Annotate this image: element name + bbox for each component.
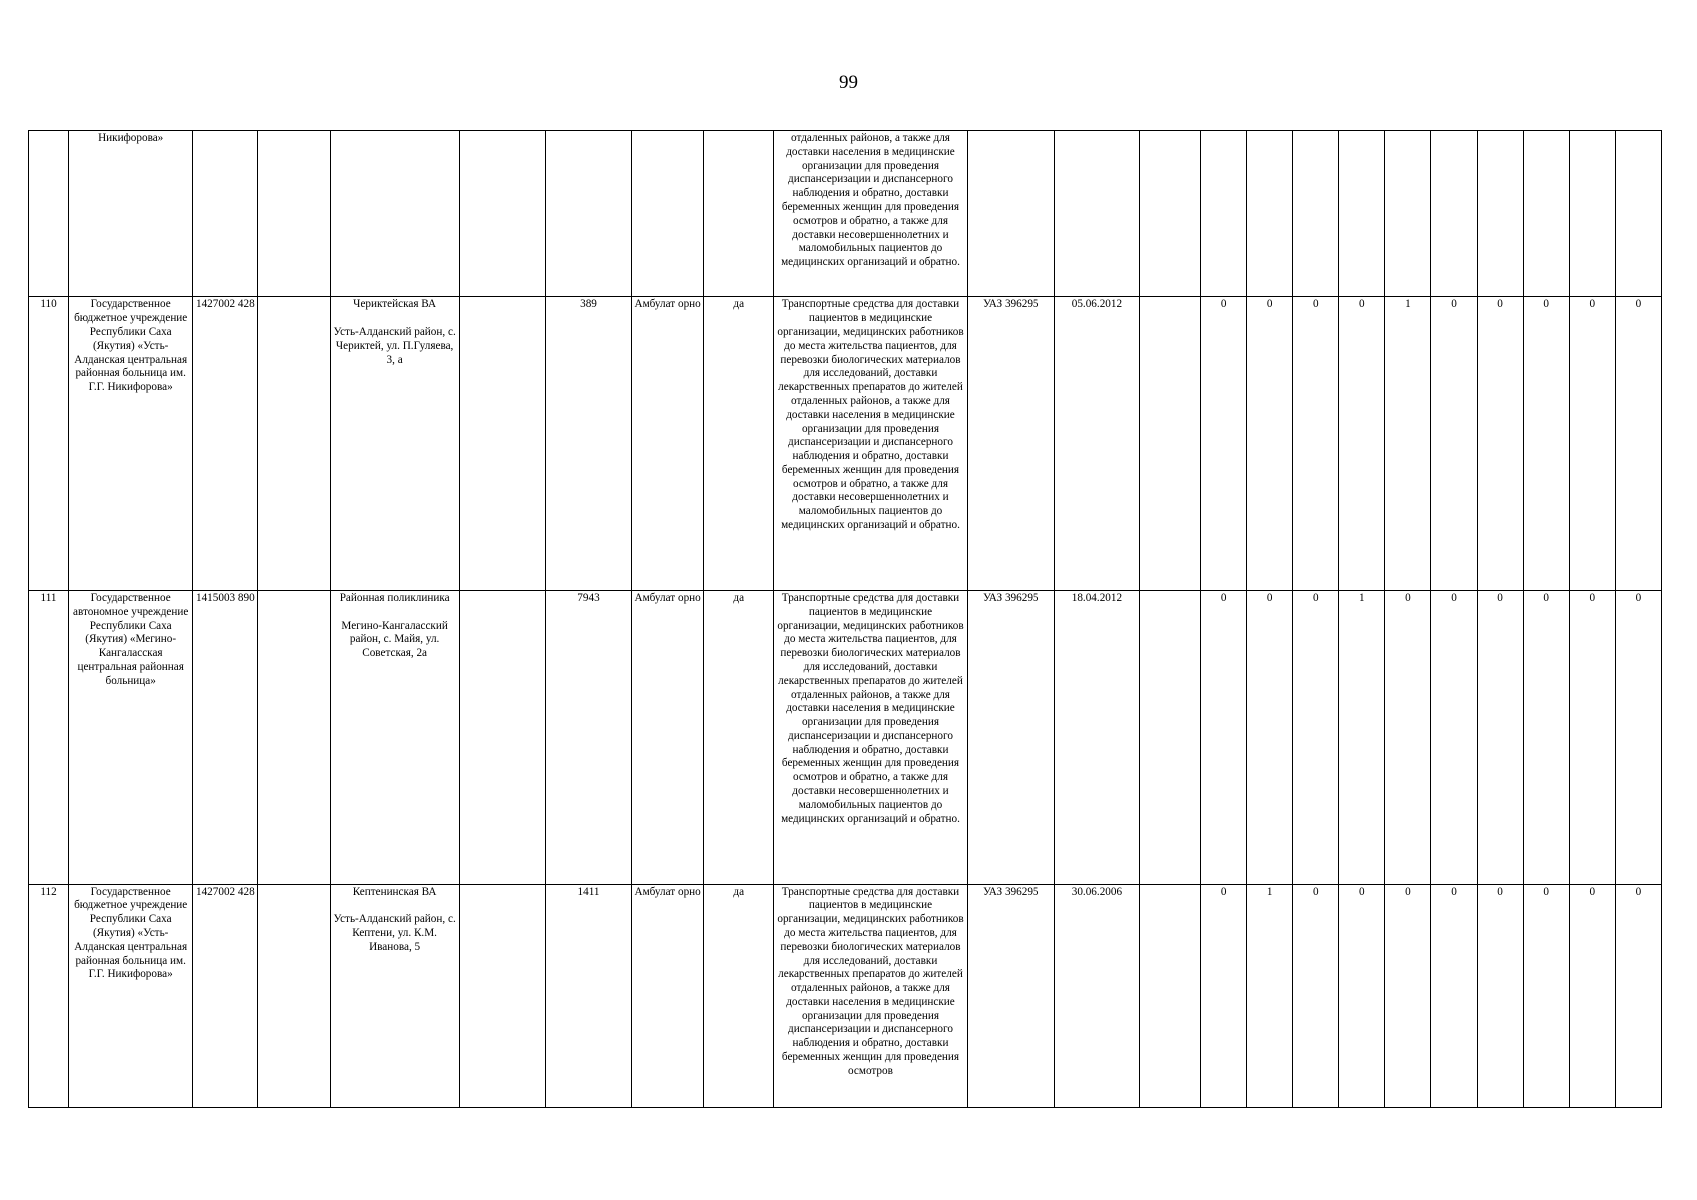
count-cell: 0 <box>1523 590 1569 884</box>
count-cell: 0 <box>1615 297 1661 591</box>
care-type-cell: Амбулат орно <box>632 297 704 591</box>
location-address: Усть-Алданский район, с. Кептени, ул. К.М. Иванова, 5 <box>333 913 456 953</box>
empty-cell <box>258 884 330 1107</box>
count-cell: 0 <box>1339 297 1385 591</box>
count-cell: 0 <box>1293 590 1339 884</box>
count-cell: 0 <box>1477 297 1523 591</box>
count-cell: 0 <box>1569 590 1615 884</box>
vehicle-model-cell <box>967 131 1054 297</box>
count-cell <box>1385 131 1431 297</box>
count-cell <box>1247 131 1293 297</box>
count-cell <box>1523 131 1569 297</box>
row-number: 112 <box>29 884 69 1107</box>
care-type-cell: Амбулат орно <box>632 590 704 884</box>
empty-cell <box>258 131 330 297</box>
purpose-cell: Транспортные средства для доставки пациентов в медицинские организации, медицинских работников до места жительства пациентов, для перевозки биологических материалов для исследований, доставки лекарственных препаратов до жителей отдаленных районов, а также для доставки населения в медицинские организации для проведения диспансеризации и диспансерного наблюдения и обратно, доставки беременных женщин для проведения осмотров <box>774 884 967 1107</box>
empty-cell <box>1139 131 1200 297</box>
row-number: 110 <box>29 297 69 591</box>
flag-cell <box>704 131 774 297</box>
date-cell <box>1054 131 1139 297</box>
date-cell: 05.06.2012 <box>1054 297 1139 591</box>
empty-cell <box>1139 297 1200 591</box>
count-cell: 1 <box>1385 297 1431 591</box>
date-cell: 18.04.2012 <box>1054 590 1139 884</box>
table-row <box>29 884 1662 1107</box>
count-cell: 0 <box>1431 884 1477 1107</box>
location-address: Мегино-Кангаласский район, с. Майя, ул. Советская, 2а <box>341 619 448 660</box>
purpose-cell: Транспортные средства для доставки пациентов в медицинские организации, медицинских работников до места жительства пациентов, для перевозки биологических материалов для исследований, доставки лекарственных препаратов до жителей отдаленных районов, а также для доставки населения в медицинские организации для проведения диспансеризации и диспансерного наблюдения и обратно, доставки беременных женщин для проведения осмотров и обратно, а также для доставки несовершеннолетних и маломобильных пациентов до медицинских организаций и обратно. <box>774 590 967 884</box>
count-cell: 0 <box>1339 884 1385 1107</box>
table-row <box>29 131 1662 297</box>
row-number: 111 <box>29 590 69 884</box>
location-cell <box>330 590 459 884</box>
population-cell: 7943 <box>545 590 631 884</box>
count-cell: 0 <box>1477 884 1523 1107</box>
count-cell: 0 <box>1293 884 1339 1107</box>
empty-cell <box>459 131 545 297</box>
location-name: Районная поликлиника <box>339 591 450 604</box>
care-type-cell: Амбулат орно <box>632 884 704 1107</box>
flag-cell: да <box>704 884 774 1107</box>
location-cell <box>330 297 459 591</box>
population-cell: 389 <box>545 297 631 591</box>
count-cell: 1 <box>1247 884 1293 1107</box>
institution-name: Государственное автономное учреждение Республики Саха (Якутия) «Мегино-Кангаласская центральная районная больница» <box>69 590 193 884</box>
care-type-cell <box>632 131 704 297</box>
empty-cell <box>258 590 330 884</box>
count-cell: 0 <box>1201 884 1247 1107</box>
inn-cell: 1415003 890 <box>193 590 258 884</box>
empty-cell <box>1139 590 1200 884</box>
count-cell <box>1431 131 1477 297</box>
location-cell <box>330 884 459 1107</box>
count-cell <box>1477 131 1523 297</box>
empty-cell <box>459 884 545 1107</box>
vehicle-model-cell: УАЗ 396295 <box>967 590 1054 884</box>
count-cell: 0 <box>1615 884 1661 1107</box>
count-cell: 0 <box>1385 884 1431 1107</box>
count-cell: 0 <box>1615 590 1661 884</box>
inn-cell: 1427002 428 <box>193 297 258 591</box>
population-cell: 1411 <box>545 884 631 1107</box>
count-cell: 0 <box>1477 590 1523 884</box>
page-number: 99 <box>839 72 858 93</box>
vehicle-model-cell: УАЗ 396295 <box>967 297 1054 591</box>
table-row <box>29 297 1662 591</box>
vehicle-registry-table <box>28 130 1662 1108</box>
empty-cell <box>459 297 545 591</box>
count-cell: 0 <box>1247 297 1293 591</box>
table-row <box>29 590 1662 884</box>
vehicle-model-cell: УАЗ 396295 <box>967 884 1054 1107</box>
count-cell: 0 <box>1247 590 1293 884</box>
count-cell <box>1615 131 1661 297</box>
population-cell <box>545 131 631 297</box>
count-cell <box>1201 131 1247 297</box>
flag-cell: да <box>704 297 774 591</box>
institution-name: Никифорова» <box>69 131 193 297</box>
count-cell: 0 <box>1569 297 1615 591</box>
count-cell: 1 <box>1339 590 1385 884</box>
empty-cell <box>258 297 330 591</box>
inn-cell: 1427002 428 <box>193 884 258 1107</box>
count-cell: 0 <box>1523 884 1569 1107</box>
count-cell: 0 <box>1385 590 1431 884</box>
location-address: Усть-Алданский район, с. Чериктей, ул. П.Гуляева, 3, а <box>333 325 456 366</box>
institution-name: Государственное бюджетное учреждение Республики Саха (Якутия) «Усть-Алданская центральная районная больница им. Г.Г. Никифорова» <box>69 297 193 591</box>
purpose-cell: отдаленных районов, а также для доставки населения в медицинские организации для проведения диспансеризации и диспансерного наблюдения и обратно, доставки беременных женщин для проведения осмотров и обратно, а также для доставки несовершеннолетних и маломобильных пациентов до медицинских организаций и обратно. <box>774 131 967 297</box>
count-cell: 0 <box>1569 884 1615 1107</box>
purpose-cell: Транспортные средства для доставки пациентов в медицинские организации, медицинских работников до места жительства пациентов, для перевозки биологических материалов для исследований, доставки лекарственных препаратов до жителей отдаленных районов, а также для доставки населения в медицинские организации для проведения диспансеризации и диспансерного наблюдения и обратно, доставки беременных женщин для проведения осмотров и обратно, а также для доставки несовершеннолетних и маломобильных пациентов до медицинских организаций и обратно. <box>774 297 967 591</box>
count-cell: 0 <box>1431 590 1477 884</box>
count-cell: 0 <box>1431 297 1477 591</box>
location-name: Чериктейская ВА <box>353 298 437 311</box>
location-name: Кептенинская ВА <box>352 885 437 898</box>
count-cell: 0 <box>1523 297 1569 591</box>
count-cell <box>1569 131 1615 297</box>
flag-cell: да <box>704 590 774 884</box>
empty-cell <box>1139 884 1200 1107</box>
count-cell: 0 <box>1201 297 1247 591</box>
date-cell: 30.06.2006 <box>1054 884 1139 1107</box>
institution-name: Государственное бюджетное учреждение Республики Саха (Якутия) «Усть-Алданская центральная районная больница им. Г.Г. Никифорова» <box>69 884 193 1107</box>
empty-cell <box>459 590 545 884</box>
count-cell: 0 <box>1201 590 1247 884</box>
count-cell <box>1339 131 1385 297</box>
count-cell: 0 <box>1293 297 1339 591</box>
inn-cell <box>193 131 258 297</box>
location-cell <box>330 131 459 297</box>
count-cell <box>1293 131 1339 297</box>
row-number <box>29 131 69 297</box>
